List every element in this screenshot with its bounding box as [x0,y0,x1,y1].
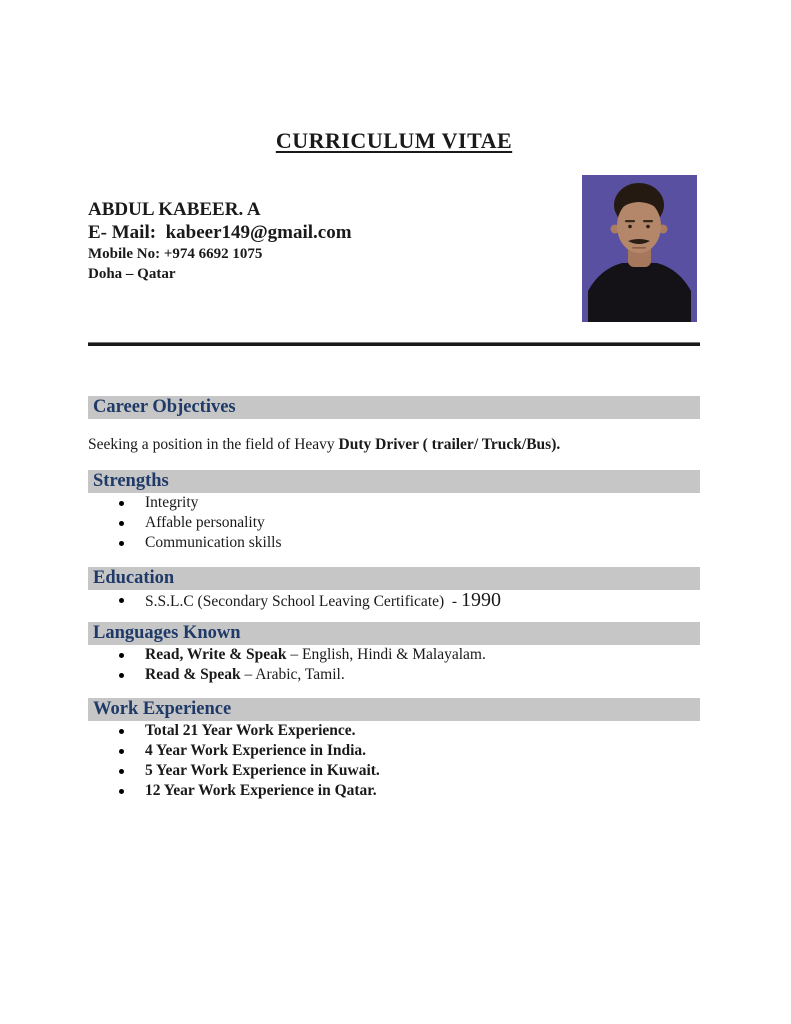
language-item-rest: – Arabic, Tamil. [240,666,345,683]
education-list [88,590,700,612]
language-item-bold: Read & Speak [145,666,241,683]
objective-text-regular: Seeking a position in the field of Heavy [88,436,339,453]
experience-item: 12 Year Work Experience in Qatar. [88,781,700,801]
experience-item: 5 Year Work Experience in Kuwait. [88,761,700,781]
work-experience-heading: Work Experience [88,698,700,721]
applicant-photo [582,175,697,322]
contact-email: E- Mail: kabeer149@gmail.com [88,222,352,243]
strength-item: Affable personality [88,513,700,533]
experience-list [88,721,700,801]
education-item-text: S.S.L.C (Secondary School Leaving Certificate) [145,593,445,610]
experience-item: Total 21 Year Work Experience. [88,721,700,741]
language-item-rest: – English, Hindi & Malayalam. [286,646,486,663]
strength-item: Integrity [88,493,700,513]
language-item [88,665,700,685]
experience-item: 4 Year Work Experience in India. [88,741,700,761]
education-item-separator: - [444,593,461,610]
strengths-list [88,493,700,553]
contact-name: ABDUL KABEER. A [88,199,261,220]
education-item-year: 1990 [460,589,501,611]
languages-heading: Languages Known [88,622,700,645]
languages-list [88,645,700,685]
language-item [88,645,700,665]
contact-mobile: Mobile No: +974 6692 1075 [88,246,263,262]
page-title: CURRICULUM VITAE [275,128,513,153]
separator-rule [88,342,700,346]
language-item-bold: Read, Write & Speak [145,646,287,663]
education-item [88,590,700,612]
strengths-heading: Strengths [88,470,700,493]
contact-location: Doha – Qatar [88,266,176,282]
career-objectives-heading: Career Objectives [88,396,700,419]
career-objective-text [88,436,700,454]
objective-text-bold: Duty Driver ( trailer/ Truck/Bus). [338,436,561,453]
strength-item: Communication skills [88,533,700,553]
education-heading: Education [88,567,700,590]
photo-face [617,199,661,253]
